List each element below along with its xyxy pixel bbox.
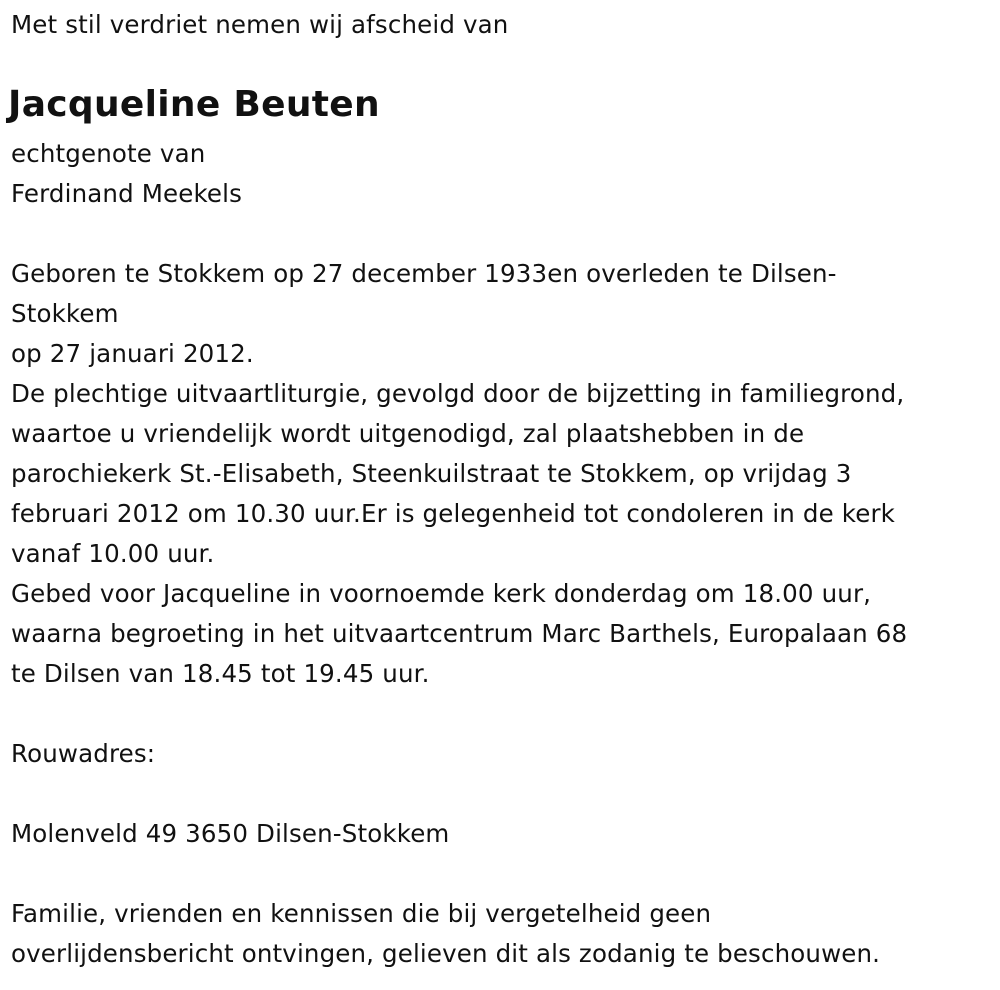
address-label: Rouwadres: (11, 739, 156, 768)
funeral-line: vanaf 10.00 uur. (11, 539, 215, 568)
spouse-label: echtgenote van (11, 139, 206, 168)
mourning-address: Molenveld 49 3650 Dilsen-Stokkem (11, 819, 450, 848)
prayer-line: Gebed voor Jacqueline in voornoemde kerk donderdag om 18.00 uur, (11, 579, 872, 608)
birth-death-line: Stokkem (11, 299, 119, 328)
closing-line: overlijdensbericht ontvingen, gelieven dit als zodanig te beschouwen. (11, 939, 881, 968)
closing-line: Familie, vrienden en kennissen die bij vergetelheid geen (11, 899, 712, 928)
funeral-line: februari 2012 om 10.30 uur.Er is gelegenheid tot condoleren in de kerk (11, 499, 896, 528)
birth-death-line: Geboren te Stokkem op 27 december 1933en overleden te Dilsen- (11, 259, 837, 288)
prayer-line: waarna begroeting in het uitvaartcentrum Marc Barthels, Europalaan 68 (11, 619, 908, 648)
birth-death-line: op 27 januari 2012. (11, 339, 254, 368)
funeral-line: parochiekerk St.-Elisabeth, Steenkuilstraat te Stokkem, op vrijdag 3 (11, 459, 852, 488)
funeral-line: De plechtige uitvaartliturgie, gevolgd door de bijzetting in familiegrond, (11, 379, 905, 408)
funeral-line: waartoe u vriendelijk wordt uitgenodigd, zal plaatshebben in de (11, 419, 805, 448)
deceased-name: Jacqueline Beuten (8, 84, 380, 125)
prayer-line: te Dilsen van 18.45 tot 19.45 uur. (11, 659, 430, 688)
intro-text: Met stil verdriet nemen wij afscheid van (11, 10, 509, 39)
spouse-name: Ferdinand Meekels (11, 179, 243, 208)
